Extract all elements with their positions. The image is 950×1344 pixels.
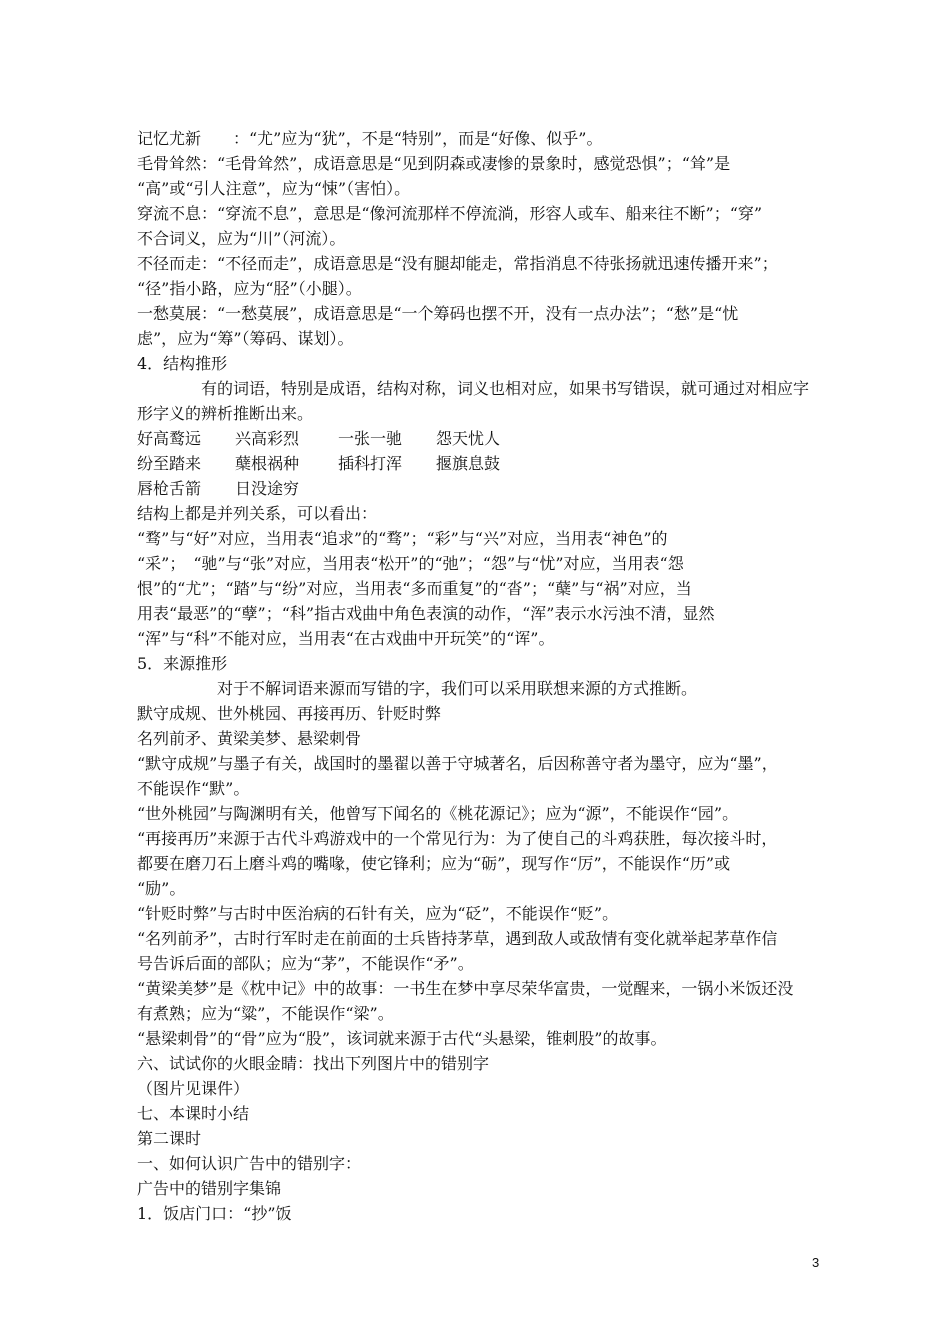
text-line: 六、试试你的火眼金睛：找出下列图片中的错别字	[137, 1054, 490, 1073]
text-line: “默守成规”与墨子有关，战国时的墨翟以善于守城著名，后因称善守者为墨守，应为“墨”，	[137, 754, 778, 773]
text-line: 名列前矛、黄梁美梦、悬梁刺骨	[137, 729, 362, 748]
text-line: “励”。	[137, 879, 186, 898]
text-line: “黄梁美梦”是《枕中记》中的故事：一书生在梦中享尽荣华富贵，一觉醒来，一锅小米饭还没	[137, 979, 794, 998]
text-line: “采”； “驰”与“张”对应，当用表“松开”的“弛”；“怨”与“忧”对应，当用表“怨	[137, 554, 684, 573]
text-line: “骛”与“好”对应，当用表“追求”的“骛”；“彩”与“兴”对应，当用表“神色”的	[137, 529, 668, 548]
text-line: 不能误作“默”。	[137, 779, 250, 798]
text-line: 结构上都是并列关系，可以看出：	[137, 504, 378, 523]
text-line: 不径而走：“不径而走”，成语意思是“没有腿却能走，常指消息不待张扬就迅速传播开来”；	[137, 254, 778, 273]
idiom-cell: 插科打浑	[338, 454, 403, 473]
text-line: “世外桃园”与陶渊明有关，他曾写下闻名的《桃花源记》；应为“源”，不能误作“园”。	[137, 804, 739, 823]
idiom-cell: 纷至踏来	[137, 454, 202, 473]
text-line: “针贬时弊”与古时中医治病的石针有关，应为“砭”，不能误作“贬”。	[137, 904, 619, 923]
idiom-row	[137, 453, 546, 475]
text-line: 号告诉后面的部队；应为“茅”，不能误作“矛”。	[137, 954, 474, 973]
text-line: “再接再历”来源于古代斗鸡游戏中的一个常见行为：为了使自己的斗鸡获胜，每次接斗时，	[137, 829, 778, 848]
text-line: 恨”的“尤”；“踏”与“纷”对应，当用表“多而重复”的“沓”；“蘖”与“祸”对应，当	[137, 579, 692, 598]
page-number: 3	[812, 1255, 820, 1270]
idiom-cell: 怨天忧人	[436, 429, 501, 448]
idiom-row	[137, 478, 546, 500]
text-line: 1．饭店门口：“抄”饭	[137, 1204, 292, 1223]
text-line: 毛骨耸然：“毛骨耸然”，成语意思是“见到阴森或凄惨的景象时，感觉恐惧”；“耸”是	[137, 154, 731, 173]
text-line: 有的词语，特别是成语，结构对称，词义也相对应，如果书写错误，就可通过对相应字	[137, 379, 810, 398]
text-line: 4．结构推形	[137, 354, 228, 373]
text-line: 穿流不息：“穿流不息”，意思是“像河流那样不停流淌，形容人或车、船来往不断”；“穿”	[137, 204, 763, 223]
text-line: 虑”，应为“筹”（筹码、谋划）。	[137, 329, 354, 348]
idiom-cell: 一张一驰	[338, 429, 403, 448]
text-line: 有煮熟；应为“粱”，不能误作“梁”。	[137, 1004, 394, 1023]
idiom-cell: 兴高彩烈	[235, 429, 300, 448]
idiom-cell: 唇枪舌箭	[137, 479, 202, 498]
text-line: （图片见课件）	[137, 1079, 250, 1098]
text-line: “径”指小路，应为“胫”（小腿）。	[137, 279, 362, 298]
idiom-cell: 揠旗息鼓	[436, 454, 501, 473]
text-line: 一、如何认识广告中的错别字：	[137, 1154, 362, 1173]
idiom-row	[137, 428, 546, 450]
text-line: “浑”与“科”不能对应，当用表“在古戏曲中开玩笑”的“诨”。	[137, 629, 555, 648]
text-line: 对于不解词语来源而写错的字，我们可以采用联想来源的方式推断。	[137, 679, 698, 698]
text-line: “高”或“引人注意”，应为“悚”（害怕）。	[137, 179, 411, 198]
idiom-cell: 好高鹜远	[137, 429, 202, 448]
text-line: 第二课时	[137, 1129, 202, 1148]
text-line: 形字义的辨析推断出来。	[137, 404, 314, 423]
text-line: 一愁莫展：“一愁莫展”，成语意思是“一个筹码也摆不开，没有一点办法”；“愁”是“忧	[137, 304, 739, 323]
text-line: 广告中的错别字集锦	[137, 1179, 282, 1198]
text-line: 不合词义，应为“川”（河流）。	[137, 229, 346, 248]
text-line: 都要在磨刀石上磨斗鸡的嘴喙，使它锋利；应为“砺”，现写作“厉”，不能误作“历”或	[137, 854, 731, 873]
idiom-cell: 日没途穷	[235, 479, 300, 498]
text-line: 记忆尤新 ：“尤”应为“犹”，不是“特别”，而是“好像、似乎”。	[137, 129, 603, 148]
text-line: 默守成规、世外桃园、再接再历、针贬时弊	[137, 704, 442, 723]
text-line: 5．来源推形	[137, 654, 228, 673]
text-line: “悬梁刺骨”的“骨”应为“股”，该词就来源于古代“头悬梁，锥刺股”的故事。	[137, 1029, 667, 1048]
text-line: 用表“最恶”的“孽”；“科”指古戏曲中角色表演的动作，“浑”表示水污浊不清，显然	[137, 604, 715, 623]
text-line: 七、本课时小结	[137, 1104, 250, 1123]
idiom-cell: 蘖根祸种	[235, 454, 300, 473]
text-line: “名列前矛”，古时行军时走在前面的士兵皆持茅草，遇到敌人或敌情有变化就举起茅草作信	[137, 929, 778, 948]
